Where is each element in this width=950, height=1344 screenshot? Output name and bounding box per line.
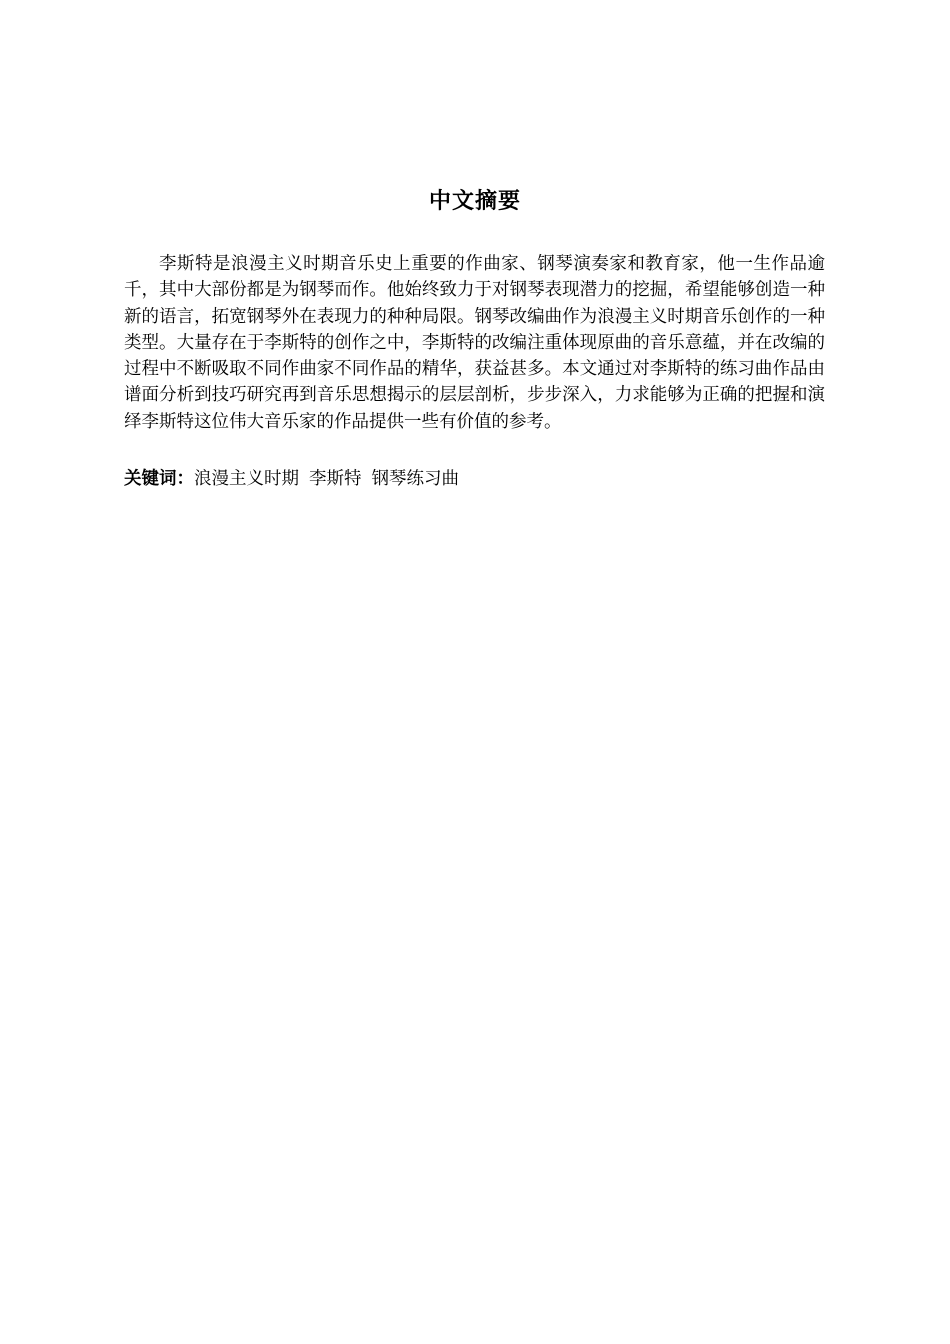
abstract-paragraph: 李斯特是浪漫主义时期音乐史上重要的作曲家、钢琴演奏家和教育家，他一生作品逾千，其中大部份都是为钢琴而作。他始终致力于对钢琴表现潜力的挖掘，希望能够创造一种新的语言，拓宽钢琴外在表现力的种种局限。钢琴改编曲作为浪漫主义时期音乐创作的一种类型。大量存在于李斯特的创作之中，李斯特的改编注重体现原曲的音乐意蕴，并在改编的过程中不断吸取不同作曲家不同作品的精华，获益甚多。本文通过对李斯特的练习曲作品由谱面分析到技巧研究再到音乐思想揭示的层层剖析，步步深入，力求能够为正确的把握和演绎李斯特这位伟大音乐家的作品提供一些有价值的参考。 (124, 254, 825, 432)
keywords-label: 关键词： (124, 469, 194, 489)
keyword-item: 李斯特 (309, 469, 362, 489)
keywords-line (124, 466, 825, 492)
keyword-item: 浪漫主义时期 (194, 469, 299, 489)
page-title: 中文摘要 (428, 189, 521, 214)
keyword-item: 钢琴练习曲 (371, 469, 459, 489)
